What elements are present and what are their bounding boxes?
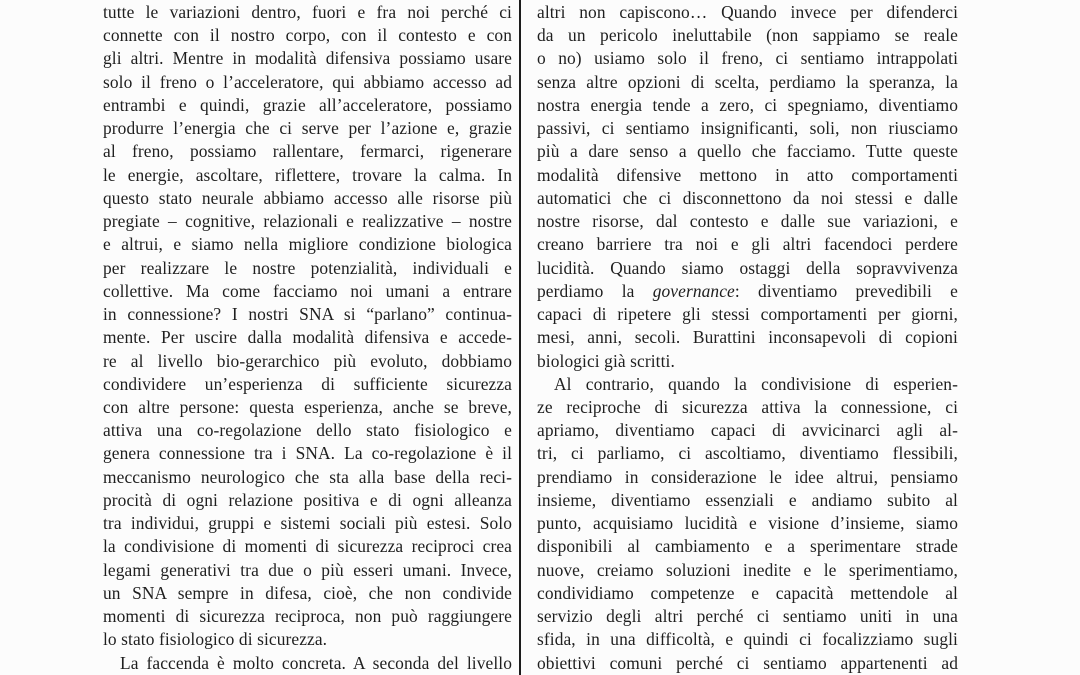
text-line: altri non capiscono… Quando invece per difenderci: [537, 2, 958, 22]
text-line: apriamo, diventiamo capaci di avvicinarci agli al-: [537, 420, 958, 441]
text-line: pregiate – cognitive, relazionali e realizzative – nostre: [103, 211, 512, 232]
text-line: e altrui, e siamo nella migliore condizione biologica: [103, 234, 512, 255]
text-line: legami generativi tra due o più esseri umani. Invece,: [103, 559, 512, 580]
text-line: modalità difensive mettono in atto comportamenti: [537, 164, 958, 185]
text-line: Al contrario, quando la condivisione di esperien-: [554, 373, 958, 394]
text-line: solo il freno o l’acceleratore, qui abbiamo accesso ad: [103, 71, 512, 92]
text-line: La faccenda è molto concreta. A seconda del livello: [120, 652, 512, 673]
text-line: obiettivi comuni perché ci sentiamo appartenenti ad: [537, 652, 958, 673]
text-line: nostre risorse, dal contesto e dalle sue variazioni, e: [537, 211, 958, 232]
text-line: genera connessione tra i SNA. La co-regolazione è il: [103, 443, 512, 464]
text-column-right: [537, 1, 958, 675]
text-line: mesi, anni, secoli. Burattini inconsapevoli di copioni: [537, 327, 958, 348]
text-line: momenti di sicurezza reciproca, non può raggiungere: [103, 606, 512, 627]
text-line: attiva una co-regolazione dello stato fisiologico e: [103, 420, 512, 441]
text-line: ze reciproche di sicurezza attiva la connessione, ci: [537, 396, 958, 417]
text-line: procità di ogni relazione positiva e di ogni alleanza: [103, 489, 512, 510]
text-line: la condivisione di momenti di sicurezza reciproci crea: [103, 536, 512, 557]
text-line: sfida, in una difficoltà, e quindi ci focalizziamo sugli: [537, 629, 958, 650]
text-line: lo stato fisiologico di sicurezza.: [103, 629, 328, 650]
text-line: un SNA sempre in difesa, cioè, che non condivide: [103, 582, 512, 603]
text-line: o no) usiamo solo il freno, ci sentiamo intrappolati: [537, 48, 958, 69]
text-line: passivi, ci sentiamo insignificanti, soli, non riusciamo: [537, 118, 958, 139]
text-line: servizio degli altri perché ci sentiamo uniti in una: [537, 606, 958, 627]
text-line: tri, ci parliamo, ci ascoltiamo, diventiamo flessibili,: [537, 443, 958, 464]
text-line: automatici che ci disconnettono da noi stessi e dalle: [537, 187, 958, 208]
text-line: collettive. Ma come facciamo noi umani a entrare: [103, 280, 512, 301]
text-line: lucidità. Quando siamo ostaggi della sopravvivenza: [537, 257, 958, 278]
text-line: con altre persone: questa esperienza, anche se breve,: [103, 396, 512, 417]
text-line: gli altri. Mentre in modalità difensiva possiamo usare: [103, 48, 512, 69]
text-line: mente. Per uscire dalla modalità difensiva e accede-: [103, 327, 512, 348]
text-line: condividiamo competenze e capacità mettendole al: [537, 582, 958, 603]
text-line: nuove, creiamo soluzioni inedite e le sperimentiamo,: [537, 559, 958, 580]
text-line: in connessione? I nostri SNA si “parlano” continua-: [103, 304, 512, 325]
text-line: al freno, possiamo rallentare, fermarci, rigenerare: [103, 141, 512, 162]
text-line: le energie, ascoltare, riflettere, trovare la calma. In: [103, 164, 512, 185]
text-line: da un pericolo ineluttabile (non sappiamo se reale: [537, 25, 958, 46]
text-line: produrre l’energia che ci serve per l’azione e, grazie: [103, 118, 512, 139]
text-line: connette con il nostro corpo, con il contesto e con: [103, 25, 512, 46]
text-line: nostra energia tende a zero, ci spegniamo, diventiamo: [537, 94, 958, 115]
text-line: re al livello bio-gerarchico più evoluto, dobbiamo: [103, 350, 512, 371]
text-line: tutte le variazioni dentro, fuori e fra noi perché ci: [103, 2, 512, 22]
text-column-left: [103, 1, 512, 675]
text-line: senza altre opzioni di scelta, perdiamo la speranza, la: [537, 71, 958, 92]
text-line: condividere un’esperienza di sufficiente sicurezza: [103, 373, 512, 394]
text-line: per realizzare le nostre potenzialità, individuali e: [103, 257, 512, 278]
text-line: entrambi e quindi, grazie all’acceleratore, possiamo: [103, 94, 512, 115]
text-line: questo stato neurale abbiamo accesso alle risorse più: [103, 187, 512, 208]
text-line: tra individui, gruppi e sistemi sociali più estesi. Solo: [103, 513, 512, 534]
column-divider: [519, 0, 521, 675]
text-line: punto, acquisiamo lucidità e visione d’insieme, siamo: [537, 513, 958, 534]
text-line: creano barriere tra noi e gli altri facendoci perdere: [537, 234, 958, 255]
text-line: meccanismo neurologico che sta alla base della reci-: [103, 466, 512, 487]
text-line: disponibili al cambiamento e a sperimentare strade: [537, 536, 958, 557]
text-line: insieme, diventiamo essenziali e andiamo subito al: [537, 489, 958, 510]
text-line: capaci di ripetere gli stessi comportamenti per giorni,: [537, 304, 958, 325]
text-line: perdiamo la governance: diventiamo prevedibili e: [537, 280, 958, 301]
text-line: più a dare senso a quello che facciamo. Tutte queste: [537, 141, 958, 162]
text-line: prendiamo in considerazione le idee altrui, pensiamo: [537, 466, 958, 487]
text-line: biologici già scritti.: [537, 350, 675, 371]
